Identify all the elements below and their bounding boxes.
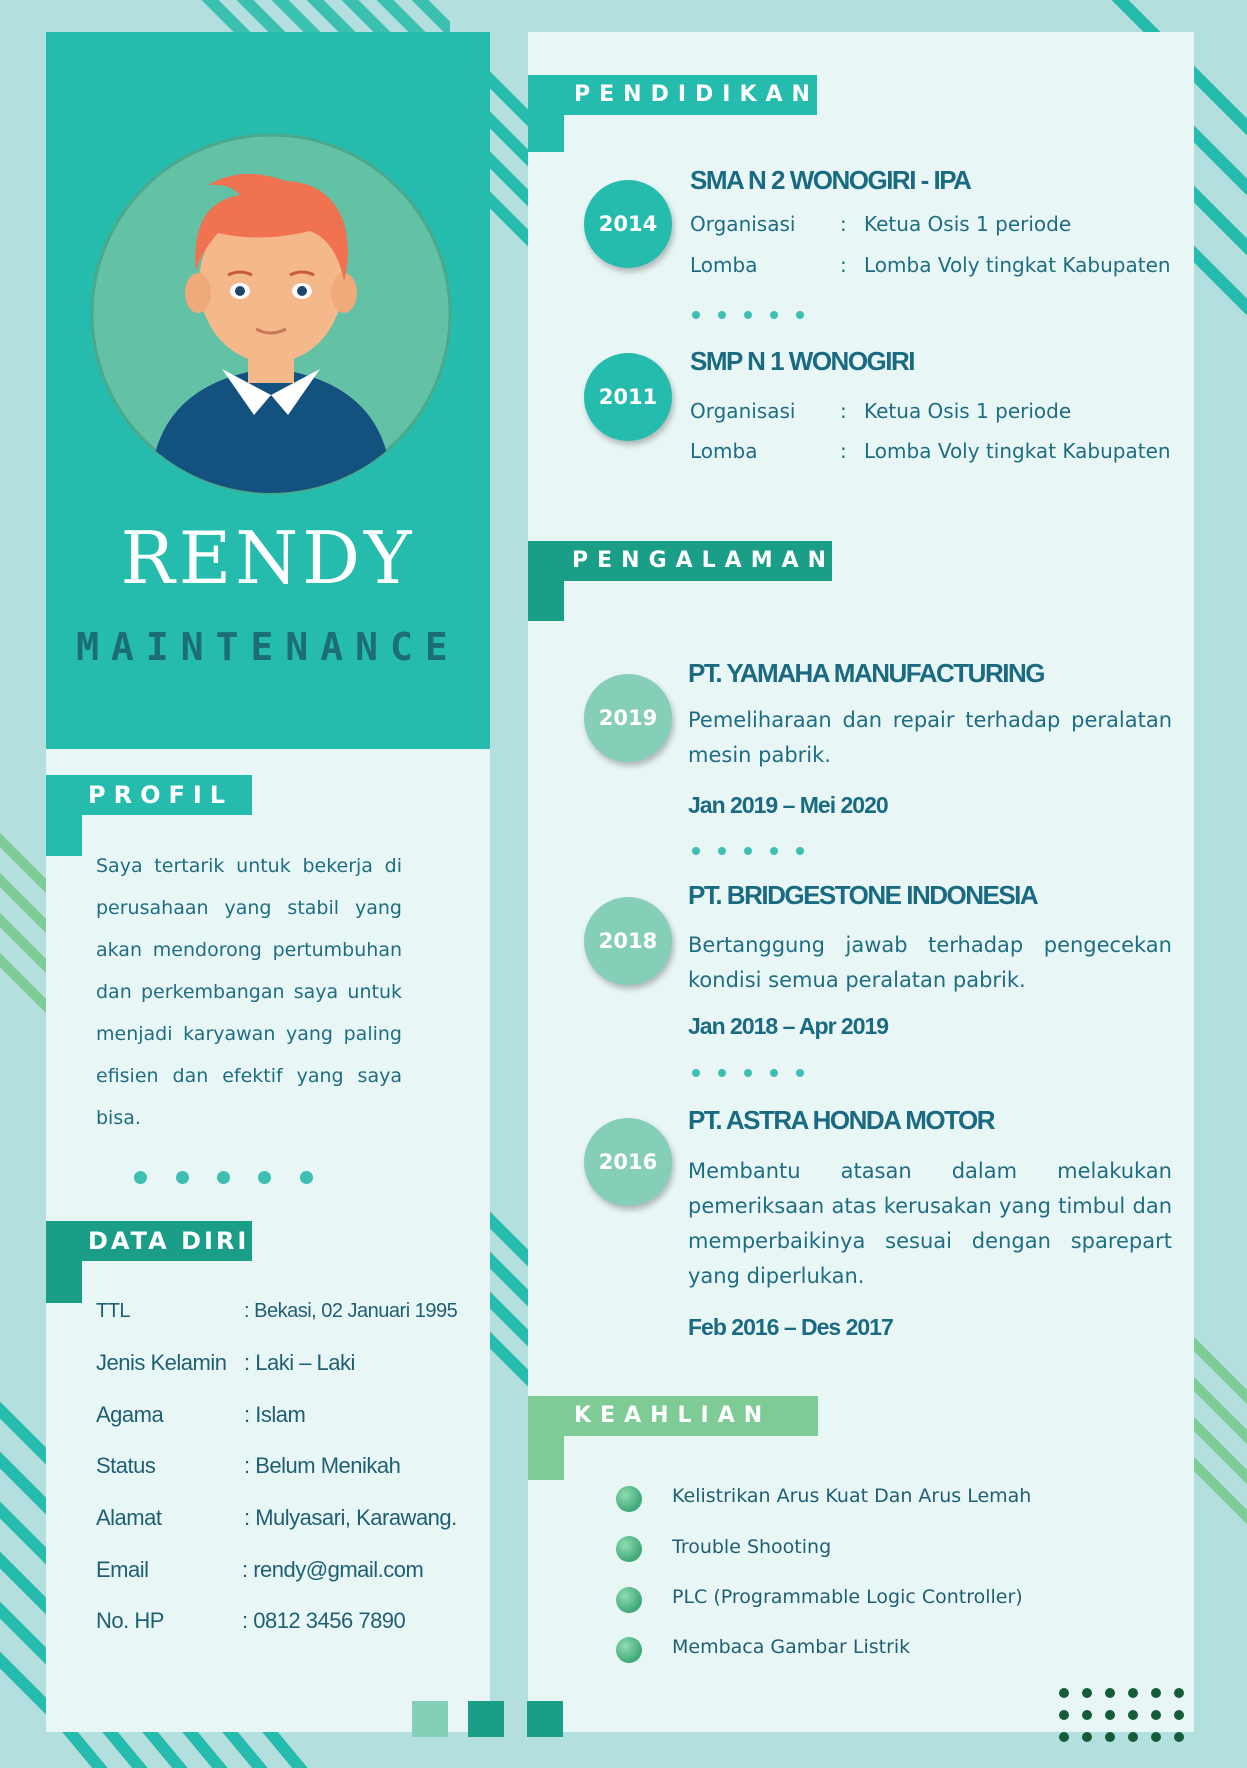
dot (744, 1069, 752, 1077)
skill-bullet-icon (616, 1637, 642, 1663)
data-diri-value-ttl: : Bekasi, 02 Januari 1995 (244, 1300, 458, 1322)
data-diri-header: DATA DIRI (46, 1221, 252, 1261)
decor-square (527, 1701, 563, 1737)
edu-value-lomba: Lomba Voly tingkat Kabupaten (864, 439, 1171, 463)
dot (217, 1171, 230, 1184)
dot (796, 847, 804, 855)
data-diri-value-status: : Belum Menikah (244, 1453, 401, 1478)
profil-text: Saya tertarik untuk bekerja di perusahaan yang stabil yang akan mendorong pertumbuhan dan perkembangan saya untuk menjadi karyawan yang paling efisien dan efektif yang saya bisa. (96, 855, 402, 1129)
job-period-yamaha: Jan 2019 – Mei 2020 (688, 792, 888, 818)
edu-sep: : (840, 399, 847, 423)
dot (770, 311, 778, 319)
edu-value-lomba: Lomba Voly tingkat Kabupaten (864, 253, 1171, 277)
data-diri-value-no-hp: : 0812 3456 7890 (242, 1608, 406, 1633)
skill-item: Membaca Gambar Listrik (672, 1636, 911, 1658)
pendidikan-header: PENDIDIKAN (528, 75, 817, 115)
data-diri-value-alamat: : Mulyasari, Karawang. (244, 1505, 457, 1530)
dot (796, 311, 804, 319)
data-diri-label-no-hp: No. HP (96, 1608, 164, 1633)
job-period-bridgestone: Jan 2018 – Apr 2019 (688, 1013, 889, 1039)
dot (692, 1069, 700, 1077)
school-name-smp: SMP N 1 WONOGIRI (690, 346, 914, 376)
pengalaman-header: PENGALAMAN (528, 541, 832, 581)
dot (692, 847, 700, 855)
edu-value-organisasi: Ketua Osis 1 periode (864, 399, 1072, 423)
job-desc-astra: Membantu atasan dalam melakukan pemeriksaan atas kerusakan yang timbul dan memperbaikinya sesuai dengan sparepart yang diperlukan. (688, 1159, 1172, 1288)
dot (796, 1069, 804, 1077)
data-diri-label-alamat: Alamat (96, 1505, 162, 1530)
data-diri-label-status: Status (96, 1453, 156, 1478)
edu-sep: : (840, 253, 847, 277)
dot (718, 847, 726, 855)
decor-square (468, 1701, 504, 1737)
dot (744, 311, 752, 319)
edu-key-lomba: Lomba (690, 253, 758, 277)
job-desc-bridgestone: Bertanggung jawab terhadap pengecekan kondisi semua peralatan pabrik. (688, 933, 1172, 992)
year-badge-2018: 2018 (584, 897, 672, 985)
skill-bullet-icon (616, 1587, 642, 1613)
year-badge-2011: 2011 (584, 353, 672, 441)
dot (176, 1171, 189, 1184)
profil-header: PROFIL (46, 775, 252, 815)
company-name-astra: PT. ASTRA HONDA MOTOR (688, 1105, 995, 1135)
edu-key-organisasi: Organisasi (690, 399, 796, 423)
dot (300, 1171, 313, 1184)
edu-sep: : (840, 439, 847, 463)
skill-bullet-icon (616, 1536, 642, 1562)
data-diri-label-jenis-kelamin: Jenis Kelamin (96, 1350, 227, 1375)
edu-key-lomba: Lomba (690, 439, 758, 463)
avatar (90, 133, 452, 495)
dot (770, 847, 778, 855)
dot (770, 1069, 778, 1077)
company-name-yamaha: PT. YAMAHA MANUFACTURING (688, 658, 1044, 688)
year-badge-2019: 2019 (584, 674, 672, 762)
skill-bullet-icon (616, 1486, 642, 1512)
data-diri-label-ttl: TTL (96, 1300, 131, 1322)
skill-item: PLC (Programmable Logic Controller) (672, 1586, 1023, 1608)
data-diri-label-agama: Agama (96, 1402, 164, 1427)
data-diri-value-agama: : Islam (244, 1402, 306, 1427)
job-period-astra: Feb 2016 – Des 2017 (688, 1314, 893, 1340)
data-diri-value-email: : rendy@gmail.com (242, 1557, 424, 1582)
skill-item: Trouble Shooting (672, 1536, 832, 1558)
dot (718, 311, 726, 319)
year-badge-2014: 2014 (584, 180, 672, 268)
dot (718, 1069, 726, 1077)
job-desc-yamaha: Pemeliharaan dan repair terhadap peralatan mesin pabrik. (688, 708, 1172, 767)
year-badge-2016: 2016 (584, 1118, 672, 1206)
person-role: MAINTENANCE (76, 625, 460, 669)
data-diri-value-jenis-kelamin: : Laki – Laki (244, 1350, 355, 1375)
company-name-bridgestone: PT. BRIDGESTONE INDONESIA (688, 880, 1038, 910)
edu-key-organisasi: Organisasi (690, 212, 796, 236)
edu-sep: : (840, 212, 847, 236)
decor-square (412, 1701, 448, 1737)
data-diri-label-email: Email (96, 1557, 149, 1582)
dot (692, 311, 700, 319)
school-name-sma: SMA N 2 WONOGIRI - IPA (690, 165, 971, 195)
dot (134, 1171, 147, 1184)
keahlian-header: KEAHLIAN (528, 1396, 818, 1436)
person-name: RENDY (120, 516, 416, 600)
skill-item: Kelistrikan Arus Kuat Dan Arus Lemah (672, 1485, 1032, 1507)
dot (744, 847, 752, 855)
dot (258, 1171, 271, 1184)
edu-value-organisasi: Ketua Osis 1 periode (864, 212, 1072, 236)
decor-dot-grid (1058, 1686, 1186, 1746)
